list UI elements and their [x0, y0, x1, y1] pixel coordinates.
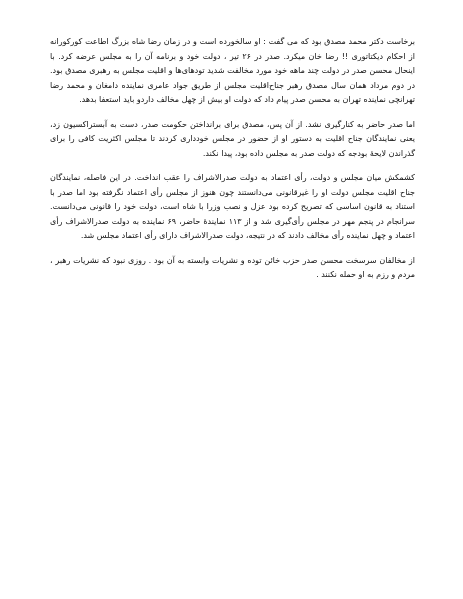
paragraph-3: کشمکش میان مجلس و دولت، رأی اعتماد به دولت صدرالاشراف را عقب انداخت. در این فاصله، نمایندگان جناح اقلیت مجلس دولت او را غیرقانونی می‌دانستند چون هنوز از مجلس رأی اعتماد نگرفته بود اما صدر با استناد به قانون اساسی که تصریح کرده بود عزل و نصب وزرا با شاه است، دولت خود را قانونی می‌دانست. سرانجام در پنجم مهر در مجلس رأی‌گیری شد و از ۱۱۳ نمایندهٔ حاضر، ۶۹ نماینده به دولت صدرالاشراف رأی اعتماد و چهل نماینده رأی مخالف دادند که در نتیجه، دولت صدرالاشراف دارای رأی اعتماد مجلس شد.: [50, 173, 416, 240]
document-body: [50, 35, 415, 293]
paragraph-2: اما صدر حاضر به کنارگیری نشد. از آن پس، مصدق برای برانداختن حکومت صدر، دست به آبستراکسیون زد، یعنی نمایندگان جناح اقلیت به دستور او از حضور در مجلس خودداری کردند تا مجلس اکثریت کافی را برای گذراندن لایحهٔ بودجه که دولت صدر به مجلس داده بود، پیدا نکند.: [50, 119, 415, 158]
paragraph-4: از مخالفان سرسخت محسن صدر حزب خائن توده و نشریات وابسته به آن بود . روزی نبود که نشریات رهبر ، مردم و رزم به او حمله نکنند .: [50, 255, 415, 279]
paragraph-1: برخاست دکتر محمد مصدق بود که می گفت : او سالخورده است و در زمان رضا شاه بزرگ اطاعت کورکورانه از احکام دیکتاتوری !! رضا خان میکرد. صدر در ۲۶ تیر ، دولت خود و برنامه آن را به مجلس عرضه کرد. با اینحال محسن صدر در دولت چند ماهه خود مورد مخالفت شدید تودهای‌ها و اقلیت مجلس به رهبری مصدق بود. در دوم مرداد همان سال مصدق رهبر جناح‌اقلیت مجلس از طریق جواد عامری نماینده دامغان و محمد رضا تهرانچی نماینده تهران به محسن صدر پیام داد که دولت او بیش از چهل مخالف داردو باید استعفا بدهد.: [50, 37, 415, 104]
